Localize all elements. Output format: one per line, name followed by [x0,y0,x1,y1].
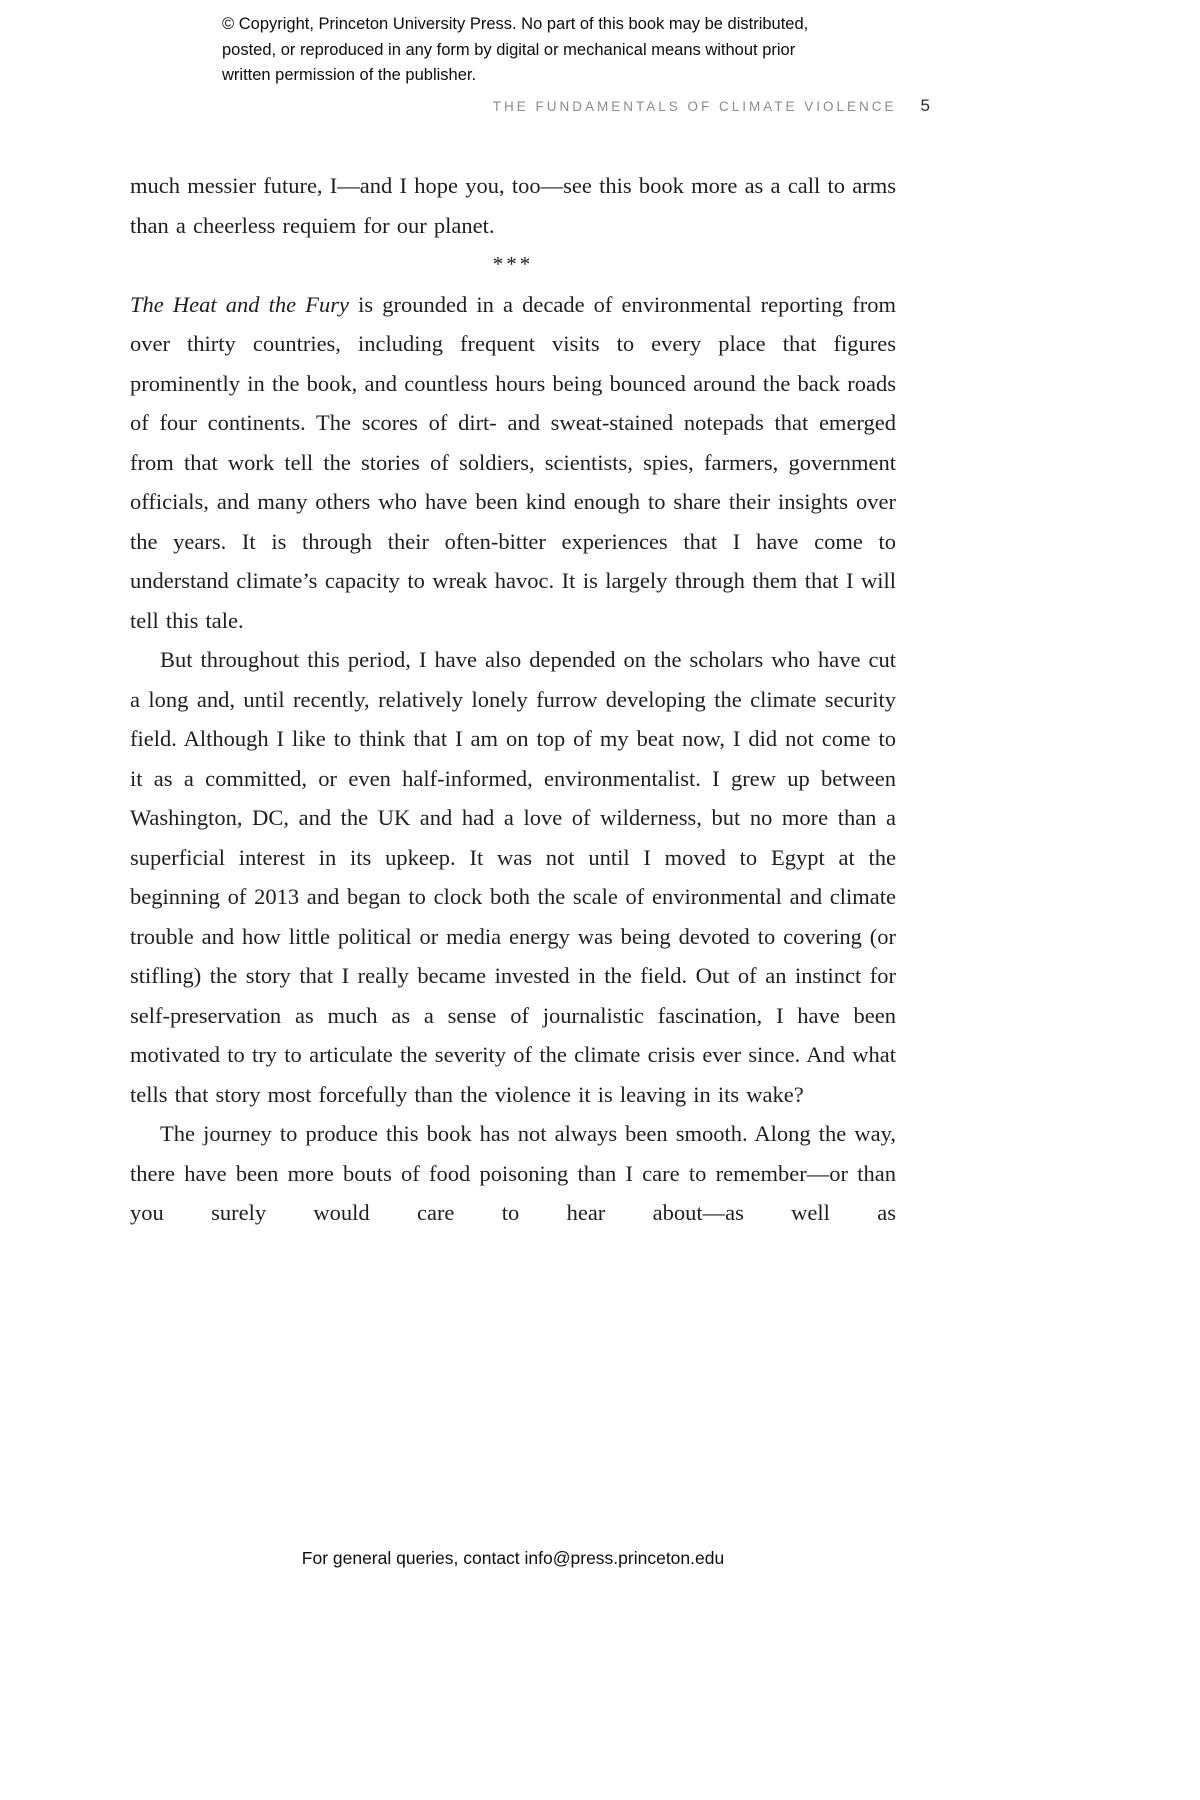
paragraph-book-intro-rest: is grounded in a decade of environmental reporting from over thirty countries, including frequent visits to every place that figures prominently in the book, and countless hours being bounced around the back roads of four continents. The scores of dirt- and sweat-stained notepads that emerged from that work tell the stories of soldiers, scientists, spies, farmers, government officials, and many others who have been kind enough to share their insights over the years. It is through their often-bitter experiences that I have come to understand climate’s capacity to wreak havoc. It is largely through them that I will tell this tale. [130,291,896,633]
section-break-asterisks: *** [492,252,534,276]
paragraph-scholars: But throughout this period, I have also depended on the scholars who have cut a long and, until recently, relatively lonely furrow developing the climate security field. Although I like to think that I am on top of my beat now, I did not come to it as a committed, or even half-informed, environmentalist. I grew up between Washington, DC, and the UK and had a love of wilderness, but no more than a superficial interest in its upkeep. It was not until I moved to Egypt at the beginning of 2013 and began to clock both the scale of environmental and climate trouble and how little political or media energy was being devoted to covering (or stifling) the story that I really became invested in the field. Out of an instinct for self-preservation as much as a sense of journalistic fascination, I have been motivated to try to articulate the severity of the climate crisis ever since. And what tells that story most forcefully than the violence it is leaving in its wake? [130,647,896,1107]
page-number: 5 [920,96,930,115]
footer-contact-line: For general queries, contact info@press.princeton.edu [301,1548,725,1568]
book-title-italic: The Heat and the Fury [130,291,349,317]
paragraph-continuation: much messier future, I—and I hope you, too—see this book more as a call to arms than a cheerless requiem for our planet. [130,173,896,238]
running-header-title: THE FUNDAMENTALS OF CLIMATE VIOLENCE [492,99,897,114]
body-text-column [130,166,896,1233]
paragraph-book-intro [130,285,896,641]
running-header [130,96,930,116]
paragraph-journey: The journey to produce this book has not always been smooth. Along the way, there have been more bouts of food poisoning than I care to remember—or than you surely would care to hear about—as well as [130,1121,896,1225]
copyright-notice: © Copyright, Princeton University Press. No part of this book may be distributed, posted, or reproduced in any form by digital or mechanical means without prior written permission of the publisher. [222,15,809,84]
